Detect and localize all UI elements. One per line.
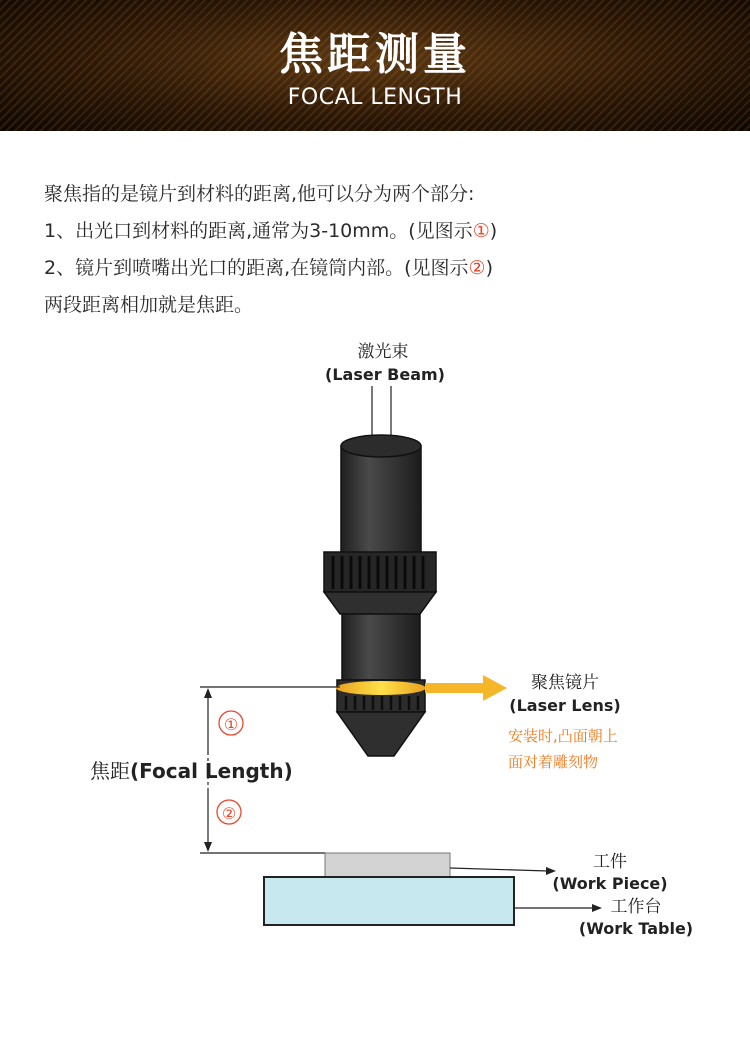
work-table-label-en: (Work Table)	[578, 919, 694, 938]
laser-beam-label-cn: 激光束	[357, 342, 409, 362]
intro-line-3-text: 2、镜片到喷嘴出光口的距离,在镜筒内部。(见图示	[44, 257, 469, 279]
lens-label-cn: 聚焦镜片	[531, 673, 599, 693]
lens-note-line-2: 面对着雕刻物	[508, 753, 599, 771]
work-table-arrow	[514, 904, 602, 912]
intro-line-1: 聚焦指的是镜片到材料的距离,他可以分为两个部分:	[44, 183, 475, 205]
lens-label-en: (Laser Lens)	[509, 696, 621, 715]
intro-line-3-mark: ②	[468, 257, 486, 279]
marker-2-label: ②	[221, 804, 237, 823]
nozzle-tip	[337, 712, 425, 756]
intro-line-2-close: )	[489, 220, 498, 242]
laser-head	[324, 435, 436, 756]
work-piece-arrow	[450, 867, 556, 875]
marker-1-label: ①	[223, 715, 239, 734]
marker-1	[219, 711, 243, 735]
intro-line-2-mark: ①	[472, 220, 490, 242]
intro-line-2-text: 1、出光口到材料的距离,通常为3-10mm。(见图示	[44, 220, 473, 242]
focal-length-label	[90, 759, 293, 783]
intro-line-3-close: )	[485, 257, 494, 279]
work-piece-label-en: (Work Piece)	[552, 874, 668, 893]
page-subtitle: FOCAL LENGTH	[287, 85, 463, 110]
work-piece-label-cn: 工件	[593, 852, 627, 872]
focal-length-label-cn: 焦距	[90, 759, 130, 783]
laser-lens	[336, 681, 426, 695]
lens-arrow	[425, 675, 507, 701]
focal-length-label-en: (Focal Length)	[130, 759, 293, 783]
work-table	[264, 877, 514, 925]
laser-beam-label-en: (Laser Beam)	[325, 365, 445, 384]
lens-note-line-1: 安装时,凸面朝上	[508, 727, 618, 745]
intro-line-4: 两段距离相加就是焦距。	[44, 294, 254, 316]
marker-2	[217, 800, 241, 824]
work-piece	[325, 853, 450, 877]
page-title: 焦距测量	[279, 29, 471, 80]
work-table-label-cn: 工作台	[610, 897, 662, 917]
